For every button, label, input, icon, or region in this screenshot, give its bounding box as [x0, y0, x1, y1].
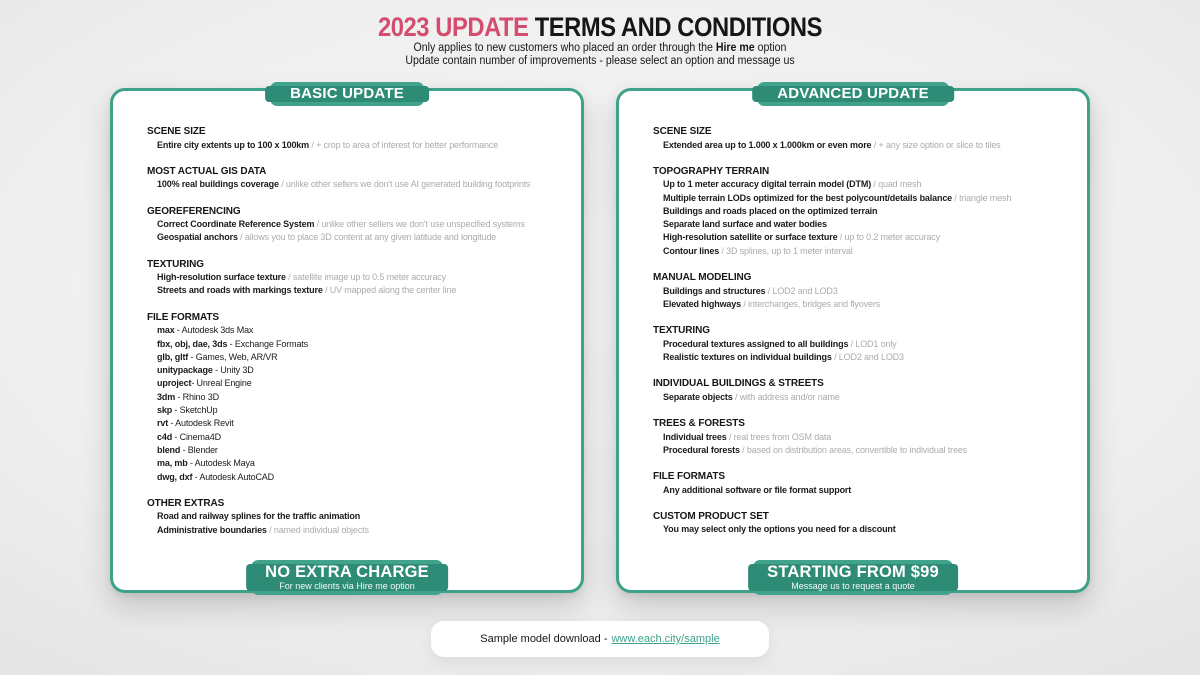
feature-section	[653, 417, 1073, 457]
feature-item: Correct Coordinate Reference System / unlike other sellers we don't use unspecified systems	[157, 219, 525, 230]
title-rest: TERMS AND CONDITIONS	[528, 12, 823, 42]
panels-container	[110, 85, 1090, 593]
feature-section	[653, 271, 1073, 311]
header	[0, 12, 1200, 68]
section-heading: FILE FORMATS	[653, 471, 725, 483]
feature-item: Any additional software or file format support	[663, 484, 852, 495]
section-heading: SCENE SIZE	[147, 126, 206, 137]
subtitle-line-2: Update contain number of improvements - please select an option and message us	[405, 55, 795, 67]
section-heading: TEXTURING	[147, 258, 204, 270]
feature-item: Realistic textures on individual buildings / LOD2 and LOD3	[663, 351, 904, 362]
feature-item: Individual trees / real trees from OSM data	[663, 431, 832, 442]
feature-item: glb, gltf - Games, Web, AR/VR	[157, 351, 278, 362]
section-heading: SCENE SIZE	[653, 126, 712, 137]
feature-section	[147, 497, 567, 537]
subtitle-1-bold: Hire me	[715, 42, 755, 54]
sample-download-link[interactable]: www.each.city/sample	[611, 633, 720, 645]
feature-section	[147, 125, 567, 152]
feature-item: You may select only the options you need for a discount	[663, 524, 896, 535]
feature-item: Road and railway splines for the traffic animation	[157, 511, 361, 522]
basic-update-panel	[110, 85, 584, 593]
feature-item: Streets and roads with markings texture / UV mapped along the center line	[157, 285, 457, 296]
title-accent: 2023 UPDATE	[377, 12, 529, 42]
section-heading: FILE FORMATS	[147, 311, 219, 323]
feature-item: uproject- Unreal Engine	[157, 378, 252, 389]
feature-item: skp - SketchUp	[157, 405, 218, 416]
feature-section	[653, 324, 1073, 364]
section-heading: CUSTOM PRODUCT SET	[653, 510, 769, 522]
subtitle-line-1	[48, 42, 1152, 55]
feature-item: blend - Blender	[157, 444, 218, 455]
badge-subtitle: Message us to request a quote	[791, 581, 915, 591]
section-heading: INDIVIDUAL BUILDINGS & STREETS	[653, 378, 824, 390]
feature-item: Entire city extents up to 100 x 100km / + crop to area of interest for better performance	[157, 139, 499, 150]
feature-item: fbx, obj, dae, 3ds - Exchange Formats	[157, 338, 309, 349]
starting-price-badge	[753, 560, 953, 595]
no-extra-charge-badge	[251, 560, 443, 595]
section-heading: TOPOGRAPHY TERRAIN	[653, 165, 770, 177]
feature-item: rvt - Autodesk Revit	[157, 418, 234, 429]
feature-item: Elevated highways / interchanges, bridges and flyovers	[663, 298, 881, 309]
sample-download-bar	[431, 621, 769, 657]
badge-subtitle: For new clients via Hire me option	[279, 581, 415, 591]
feature-section	[653, 165, 1073, 258]
feature-item: Procedural textures assigned to all buildings / LOD1 only	[663, 338, 897, 349]
feature-item: Multiple terrain LODs optimized for the best polycount/details balance / triangle mesh	[663, 192, 1012, 203]
feature-section	[653, 470, 1073, 497]
feature-item: 100% real buildings coverage / unlike other sellers we don't use AI generated building footprints	[157, 179, 531, 190]
feature-section	[147, 205, 567, 245]
feature-section	[147, 311, 567, 484]
section-heading: OTHER EXTRAS	[147, 497, 225, 509]
feature-item: Up to 1 meter accuracy digital terrain model (DTM) / quad mesh	[663, 179, 922, 190]
feature-item: Extended area up to 1.000 x 1.000km or even more / + any size option or slice to tiles	[663, 139, 1001, 150]
feature-item: dwg, dxf - Autodesk AutoCAD	[157, 471, 274, 482]
feature-item: max - Autodesk 3ds Max	[157, 325, 254, 336]
feature-item: Separate objects / with address and/or name	[663, 391, 840, 402]
section-heading: GEOREFERENCING	[147, 205, 241, 217]
feature-item: Buildings and roads placed on the optimized terrain	[663, 205, 878, 216]
badge-title: STARTING FROM $99	[767, 563, 939, 581]
subtitle-1-prefix: Only applies to new customers who placed an order through the	[413, 42, 716, 54]
feature-item: Contour lines / 3D splines, up to 1 meter interval	[663, 245, 853, 256]
section-heading: TEXTURING	[653, 325, 710, 337]
advanced-update-badge: ADVANCED UPDATE	[757, 82, 949, 106]
basic-update-content	[113, 91, 581, 537]
feature-item: unitypackage - Unity 3D	[157, 365, 254, 376]
feature-item: ma, mb - Autodesk Maya	[157, 458, 255, 469]
feature-item: Procedural forests / based on distribution areas, convertible to individual trees	[663, 444, 968, 455]
feature-item: 3dm - Rhino 3D	[157, 391, 219, 402]
feature-section	[653, 377, 1073, 404]
badge-title: NO EXTRA CHARGE	[265, 563, 429, 581]
feature-item: Buildings and structures / LOD2 and LOD3	[663, 285, 838, 296]
section-heading: TREES & FORESTS	[653, 418, 745, 430]
advanced-update-panel	[616, 85, 1090, 593]
feature-section	[653, 510, 1073, 537]
section-heading: MOST ACTUAL GIS DATA	[147, 165, 267, 177]
feature-item: Separate land surface and water bodies	[663, 219, 827, 230]
feature-item: Geospatial anchors / allows you to place 3D content at any given latitude and longitude	[157, 232, 497, 243]
subtitle-1-suffix: option	[754, 42, 787, 54]
feature-item: High-resolution surface texture / satellite image up to 0.5 meter accuracy	[157, 272, 447, 283]
feature-section	[147, 258, 567, 298]
feature-section	[147, 165, 567, 192]
feature-section	[653, 125, 1073, 152]
sample-download-label: Sample model download -	[480, 633, 608, 645]
advanced-update-content	[619, 91, 1087, 537]
feature-item: High-resolution satellite or surface texture / up to 0.2 meter accuracy	[663, 232, 940, 243]
basic-update-badge: BASIC UPDATE	[270, 82, 424, 106]
page-title	[72, 12, 1128, 42]
feature-item: Administrative boundaries / named individual objects	[157, 524, 369, 535]
feature-item: c4d - Cinema4D	[157, 431, 221, 442]
section-heading: MANUAL MODELING	[653, 272, 752, 284]
